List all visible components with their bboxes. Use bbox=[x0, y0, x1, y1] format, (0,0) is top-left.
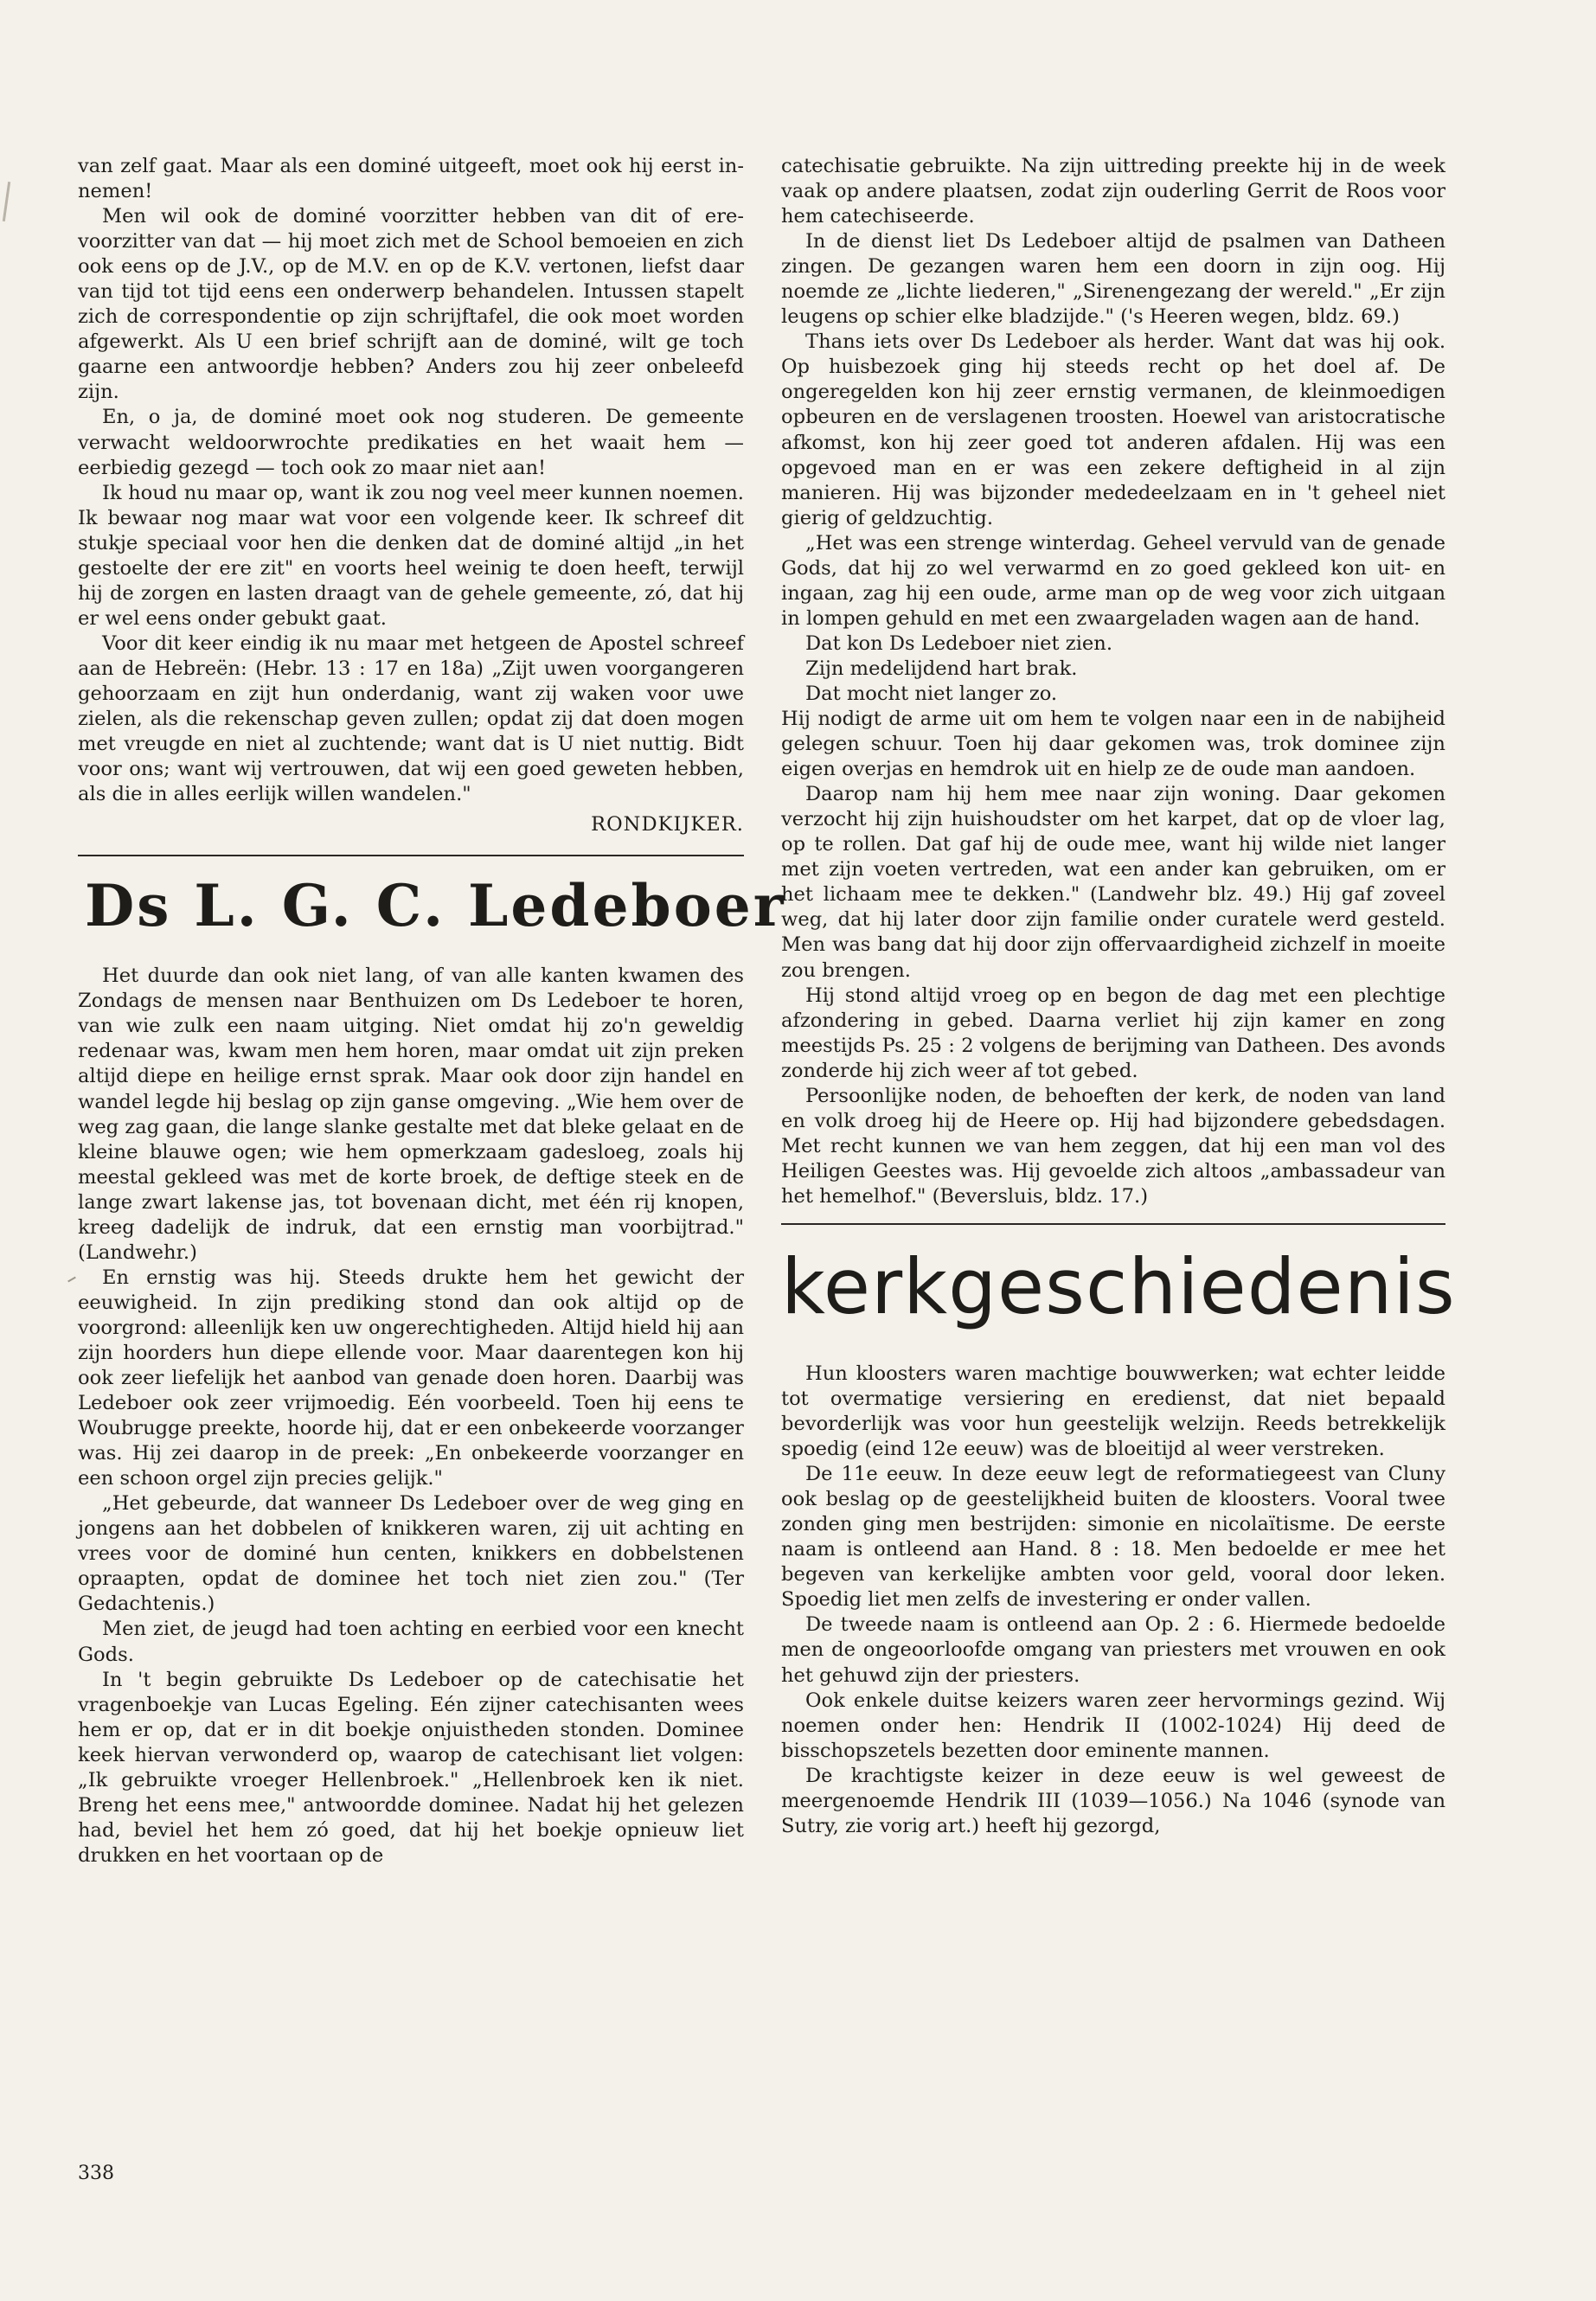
paragraph: Ik houd nu maar op, want ik zou nog veel meer kunnen noemen. Ik bewaar nog maar wat voor een volgende keer. Ik schreef dit stukje speciaal voor hen die denken dat de dominé altijd „in het gestoelte der ere zit" en voorts heel weinig te doen heeft, terwijl hij de zorgen en lasten draagt van de gehele gemeente, zó, dat hij er wel eens onder gebukt gaat. bbox=[78, 481, 744, 630]
paragraph: Hun kloosters waren machtige bouwwerken; wat echter leidde tot overmatige versiering en eredienst, dat niet bepaald bevorderlijk was voor hun geestelijk welzijn. Reeds betrekkelijk spoedig (eind 12e eeuw) was de bloeitijd al weer verstreken. bbox=[781, 1362, 1445, 1461]
paragraph: En ernstig was hij. Steeds drukte hem het gewicht der eeuwigheid. In zijn prediking stond dan ook altijd op de voorgrond: alleenlijk ken uw ongerechtigheden. Altijd hield hij aan zijn hoorders hun diepe ellende voor. Maar daarentegen kon hij ook zeer liefelijk het aanbod van genade doen horen. Daarbij was Ledeboer ook zeer vrijmoedig. Eén voorbeeld. Toen hij eens te Woubrugge preekte, hoorde hij, dat er een onbekeerde voorzanger was. Hij zei daarop in de preek: „En onbekeerde voorzanger en een schoon orgel zijn precies gelijk." bbox=[78, 1266, 744, 1490]
paragraph: van zelf gaat. Maar als een dominé uitgeeft, moet ook hij eerst in-nemen! bbox=[78, 155, 744, 203]
page-number: 338 bbox=[78, 2163, 114, 2184]
paragraph: Men ziet, de jeugd had toen achting en eerbied voor een knecht Gods. bbox=[78, 1618, 744, 1666]
article-title: Ds L. G. C. Ledeboer bbox=[85, 872, 786, 940]
left-column bbox=[78, 154, 786, 1868]
paragraph: Ook enkele duitse keizers waren zeer hervormings gezind. Wij noemen onder hen: Hendrik II (1002-1024) Hij deed de bisschopszetels bezetten door eminente mannen. bbox=[781, 1689, 1445, 1762]
paragraph: Het duurde dan ook niet lang, of van alle kanten kwamen des Zondags de mensen naar Benthuizen om Ds Ledeboer te horen, van wie zulk een naam uitging. Niet omdat hij zo'n geweldig redenaar was, kwam men hem horen, maar omdat uit zijn preken altijd diepe en heilige ernst sprak. Maar ook door zijn handel en wandel legde hij beslag op zijn ganse omgeving. „Wie hem over de weg zag gaan, die lange slanke gestalte met dat bleke gelaat en de kleine blauwe ogen; wie hem opmerkzaam gadesloeg, zoals hij meestal gekleed was met de korte broek, de deftige steek en de lange zwart lakense jas, tot bovenaan dicht, met één rij knopen, kreeg dadelijk de indruk, dat een ernstig man voorbijtrad." (Landwehr.) bbox=[78, 965, 744, 1264]
paragraph: Men wil ook de dominé voorzitter hebben van dit of ere-voorzitter van dat — hij moet zich met de School bemoeien en zich ook eens op de J.V., op de M.V. en op de K.V. vertonen, liefst daar van tijd tot tijd eens een onderwerp behandelen. Intussen stapelt zich de correspondentie op zijn schrijftafel, die ook moet worden afgewerkt. Als U een brief schrijft aan de dominé, wilt ge toch gaarne een antwoordje hebben? Anders zou hij zeer onbeleefd zijn. bbox=[78, 205, 744, 404]
right-column bbox=[781, 154, 1456, 1839]
paragraph: Voor dit keer eindig ik nu maar met hetgeen de Apostel schreef aan de Hebreën: (Hebr. 13 : 17 en 18a) „Zijt uwen voorgangeren gehoorzaam en zijt hun onderdanig, want zij waken voor uwe zielen, als die rekenschap geven zullen; opdat zij dat doen mogen met vreugde en niet al zuchtende; want dat is U niet nuttig. Bidt voor ons; want wij vertrouwen, dat wij een goed geweten hebben, als die in alles eerlijk willen wandelen." bbox=[78, 631, 744, 806]
margin-pencil-tick bbox=[67, 1277, 76, 1283]
paragraph: Persoonlijke noden, de behoeften der kerk, de noden van land en volk droeg hij de Heere op. Hij had bijzondere gebedsdagen. Met recht kunnen we van hem zeggen, dat hij een man vol des Heiligen Geestes was. Hij gevoelde zich altoos „ambassadeur van het hemelhof." (Beversluis, bldz. 17.) bbox=[781, 1084, 1445, 1208]
paragraph: Thans iets over Ds Ledeboer als herder. Want dat was hij ook. Op huisbezoek ging hij steeds recht op het doel af. De ongeregelden kon hij zeer ernstig vermanen, de kleinmoedigen opbeuren en de verslagenen troosten. Hoewel van aristocratische afkomst, kon hij zeer goed tot anderen afdalen. Hij was een opgevoed man en er was een zekere deftigheid in al zijn manieren. Hij was bijzonder mededeelzaam en in 't geheel niet gierig of geldzuchtig. bbox=[781, 330, 1445, 529]
paragraph: Hij stond altijd vroeg op en begon de dag met een plechtige afzondering in gebed. Daarna verliet hij zijn kamer en zong meestijds Ps. 25 : 2 volgens de berijming van Datheen. Des avonds zonderde hij zich weer af tot gebed. bbox=[781, 984, 1445, 1082]
paragraph: Dat mocht niet langer zo. bbox=[805, 682, 1058, 705]
article-signature: RONDKIJKER. bbox=[591, 813, 744, 836]
paragraph: En, o ja, de dominé moet ook nog studeren. De gemeente verwacht weldoorwrochte predikaties en het waait hem — eerbiedig gezegd — toch ook zo maar niet aan! bbox=[78, 406, 744, 479]
margin-pencil-mark bbox=[3, 182, 10, 221]
paragraph: De tweede naam is ontleend aan Op. 2 : 6. Hiermede bedoelde men de ongeoorloofde omgang van priesters met vrouwen en ook het gehuwd zijn der priesters. bbox=[781, 1613, 1445, 1687]
paragraph: In de dienst liet Ds Ledeboer altijd de psalmen van Datheen zingen. De gezangen waren hem een doorn in zijn oog. Hij noemde ze „lichte liederen," „Sirenengezang der wereld." „Er zijn leugens op schier elke bladzijde." ('s Heeren wegen, bldz. 69.) bbox=[781, 230, 1445, 329]
paragraph: Hij nodigt de arme uit om hem te volgen naar een in de nabijheid gelegen schuur. Toen hij daar gekomen was, trok dominee zijn eigen overjas en hemdrok uit en hielp ze de oude man aandoen. bbox=[781, 708, 1445, 781]
paragraph: Daarop nam hij hem mee naar zijn woning. Daar gekomen verzocht hij zijn huishoudster om het karpet, dat op de vloer lag, op te rollen. Dat gaf hij de oude mee, want hij wilde niet langer met zijn voeten vertreden, wat een ander kan gebruiken, om er het lichaam mee te dekken." (Landwehr blz. 49.) Hij gaf zoveel weg, dat hij later door zijn familie onder curatele werd gesteld. Men was bang dat hij door zijn offervaardigheid zichzelf in moeite zou brengen. bbox=[781, 783, 1445, 982]
section-title: kerkgeschiedenis bbox=[781, 1241, 1456, 1331]
paragraph: „Het was een strenge winterdag. Geheel vervuld van de genade Gods, dat hij zo wel verwarmd en zo goed gekleed kon uit- en ingaan, zag hij een oude, arme man op de weg voor zich uitgaan in lompen gehuld en met een zwaargeladen wagen aan de hand. bbox=[781, 531, 1445, 630]
paragraph: „Het gebeurde, dat wanneer Ds Ledeboer over de weg ging en jongens aan het dobbelen of knikkeren waren, zij uit achting en vrees voor de dominé hun centen, knikkers en dobbelstenen opraapten, opdat de dominee het toch niet zien zou." (Ter Gedachtenis.) bbox=[78, 1492, 744, 1616]
section-divider-right bbox=[781, 1223, 1445, 1225]
paragraph: Dat kon Ds Ledeboer niet zien. bbox=[805, 631, 1113, 655]
intro-text bbox=[78, 154, 744, 807]
paragraph: catechisatie gebruikte. Na zijn uittreding preekte hij in de week vaak op andere plaatsen, zodat zijn ouderling Gerrit de Roos voor hem catechiseerde. bbox=[781, 155, 1445, 228]
article-continuation bbox=[781, 154, 1445, 1209]
section-body bbox=[781, 1362, 1445, 1839]
paragraph: De 11e eeuw. In deze eeuw legt de reformatiegeest van Cluny ook beslag op de geestelijkheid buiten de kloosters. Vooral twee zonden ging men bestrijden: simonie en nicolaïtisme. De eerste naam is ontleend aan Hand. 8 : 18. Men bedoelde er mee het begeven van kerkelijke ambten voor geld, vooral door leken. Spoedig liet men zelfs de investering er onder vallen. bbox=[781, 1463, 1445, 1612]
paragraph: In 't begin gebruikte Ds Ledeboer op de catechisatie het vragenboekje van Lucas Egeling. Eén zijner catechisanten wees hem er op, dat er in dit boekje onjuistheden stonden. Dominee keek hiervan verwonderd op, waarop de catechisant liet volgen: „Ik gebruikte vroeger Hellenbroek." „Hellenbroek ken ik niet. Breng het eens mee," antwoordde dominee. Nadat hij het gelezen had, beviel het hem zó goed, dat hij het boekje opnieuw liet drukken en het voortaan op de bbox=[78, 1668, 744, 1867]
paragraph: Zijn medelijdend hart brak. bbox=[805, 657, 1078, 680]
paragraph: De krachtigste keizer in deze eeuw is wel geweest de meergenoemde Hendrik III (1039—1056.) Na 1046 (synode van Sutry, zie vorig art.) heeft hij gezorgd, bbox=[781, 1764, 1445, 1837]
article-body bbox=[78, 964, 744, 1868]
section-divider bbox=[78, 855, 744, 856]
